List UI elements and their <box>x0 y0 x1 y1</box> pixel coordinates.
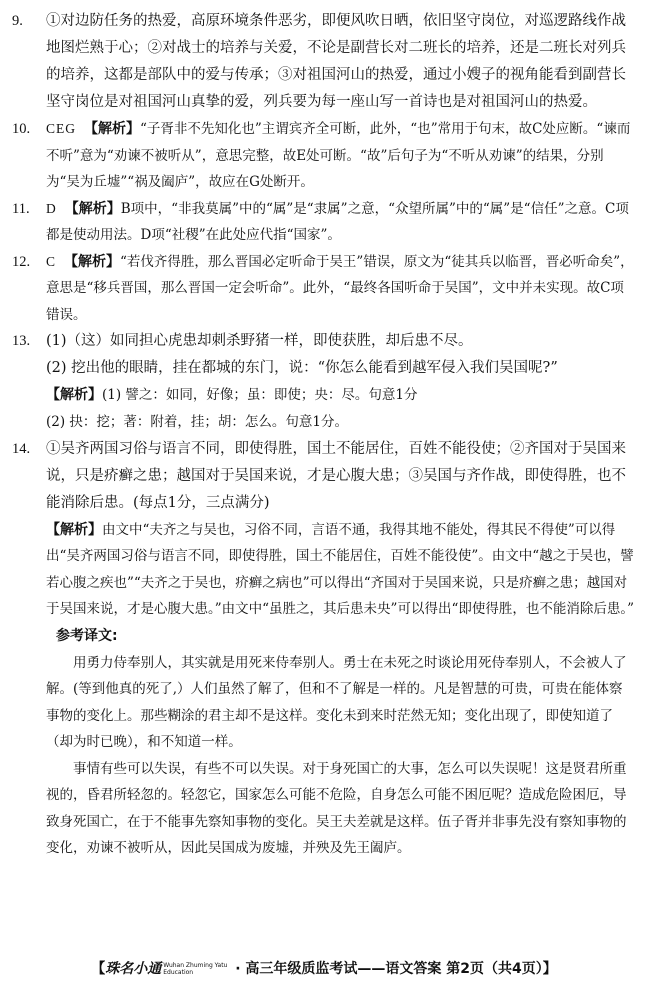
answer-choice: D <box>46 200 57 216</box>
answer-block <box>46 116 636 196</box>
answer-text: ①对边防任务的热爱，高原环境条件恶劣，即便风吹日晒，依旧坚守岗位，对巡逻路线作战地图烂熟于心；②对战士的培养与关爱，不论是副营长对二班长的培养，还是二班长对列兵的培养，这都是部队中的爱与传承；③对祖国河山的热爱，通过小嫂子的视角能看到副营长坚守岗位是对祖国河山真挚的爱，列兵要为每一座山写一首诗也是对祖国河山的热爱。 <box>46 13 626 110</box>
question-9 <box>12 8 636 116</box>
question-12 <box>12 249 636 329</box>
question-number: 9. <box>12 13 23 29</box>
question-number: 11. <box>12 200 30 217</box>
question-number: 12. <box>12 253 31 270</box>
translation-paragraph: 事情有些可以失误，有些不可以失误。对于身死国亡的大事，怎么可以失误呢！这是贤君所重视的，昏君所轻忽的。轻忽它，国家怎么可能不危险，自身怎么可能不困厄呢？造成危险困厄，导致身死国亡，在于不能事先察知事物的变化。吴王夫差就是这样。伍子胥并非事先没有察知事物的变化，劝谏不被听从，因此吴国成为废墟，并殃及先王阖庐。 <box>46 760 627 856</box>
question-11 <box>12 196 636 249</box>
analysis-text: “若伐齐得胜，那么晋国必定听命于吴王”错误，原文为“徒其兵以临晋，晋必听命矣”，意思是“移兵晋国，那么晋国一定会听命”。此外，“最终各国听命于吴国”，文中并未实现。故C项错误。 <box>46 253 634 323</box>
question-13 <box>12 328 636 355</box>
answer-choice: C <box>46 253 57 269</box>
answer-text: ①吴齐两国习俗与语言不同，即使得胜，国土不能居住，百姓不能役使；②齐国对于吴国来说，只是疥癣之患；越国对于吴国来说，才是心腹大患；③吴国与齐作战，即使得胜，也不能消除后患。(每点1分，三点满分) <box>46 440 626 511</box>
exam-title: · 高三年级质监考试——语文答案 <box>235 961 442 977</box>
brand-subtitle: Wuhan Zhuming Yatu Education <box>163 962 228 976</box>
analysis-block <box>12 382 636 409</box>
answer-block <box>46 196 636 249</box>
question-10 <box>12 116 636 196</box>
analysis-block <box>12 517 636 623</box>
analysis-tag: 【解析】 <box>84 121 140 137</box>
analysis-tag: 【解析】 <box>64 253 121 270</box>
analysis-text: 由文中“夫齐之与吴也，习俗不同，言语不通，我得其地不能处，得其民不得使”可以得出“吴齐两国习俗与语言不同，即使得胜，国土不能居住，百姓不能役使”。由文中“越之于吴也，譬若心腹之疾也”“夫齐之于吴也，疥癣之病也”可以得出“齐国对于吴国来说，只是疥癣之患；越国对于吴国来说，才是心腹大患。”由文中“虽胜之，其后患未央”可以得出“即使得胜，也不能消除后患。” <box>46 521 635 617</box>
analysis-text: (2) 抉：挖；著：附着，挂；胡：怎么。句意1分。 <box>46 414 349 430</box>
analysis-text: B项中，“非我莫属”中的“属”是“隶属”之意，“众望所属”中的“属”是“信任”之意。C项都是使动用法。D项“社稷”在此处应代指“国家”。 <box>46 200 629 243</box>
question-14 <box>12 436 636 517</box>
question-number: 10. <box>12 121 31 137</box>
answer-text: (1)（这）如同担心虎患却刺杀野猪一样，即使获胜，却后患不尽。 <box>46 333 473 349</box>
page-number: 第2页（共4页） <box>446 961 543 977</box>
answer-choice: CEG <box>46 121 76 136</box>
answer-text: (2) 挖出他的眼睛，挂在都城的东门，说：“你怎么能看到越军侵入我们吴国呢?” <box>46 360 558 376</box>
analysis-tag: 【解析】 <box>64 200 121 217</box>
analysis-tag: 【解析】 <box>46 387 102 403</box>
translation-paragraph: 用勇力侍奉别人，其实就是用死来侍奉别人。勇士在未死之时谈论用死侍奉别人，不会被人了解。(等到他真的死了,）人们虽然了解了，但和不了解是一样的。凡是智慧的可贵，可贵在能体察事物的变化上。那些糊涂的君主却不是这样。变化未到来时茫然无知；变化出现了，即使知道了（却为时已晚），和不知道一样。 <box>46 654 627 750</box>
analysis-text: (1) 譬之：如同，好像；虽：即使；央：尽。句意1分 <box>102 387 418 403</box>
question-number: 14. <box>12 440 31 457</box>
question-number: 13. <box>12 333 31 349</box>
footer-bracket-close: 】 <box>542 961 557 977</box>
analysis-tag: 【解析】 <box>46 521 102 538</box>
answer-block <box>46 249 636 329</box>
page-footer <box>0 958 648 980</box>
brand-logo: 珠名小通 <box>105 961 162 977</box>
translation-heading: 参考译文: <box>56 627 118 644</box>
footer-bracket-open: 【 <box>91 961 106 977</box>
analysis-text: “子胥非不先知化也”主谓宾齐全可断，此外，“也”常用于句末，故C处应断。“谏而不听”意为“劝谏不被听从”，意思完整，故E处可断。“故”后句子为“不听从劝谏”的结果，分别为“吴为丘墟”“祸及阖庐”，故应在G处断开。 <box>46 121 631 190</box>
